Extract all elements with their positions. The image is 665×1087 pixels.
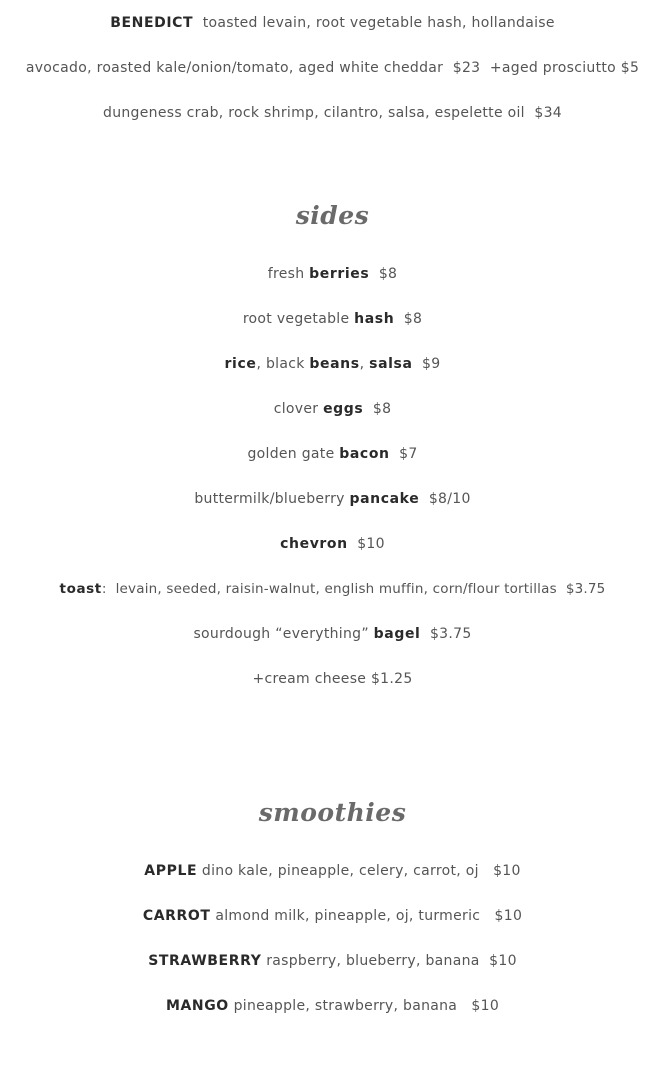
smoothie-item: [0, 996, 665, 1016]
item-name: toast: [59, 581, 102, 597]
item-name: chevron: [280, 536, 348, 552]
side-item: [0, 264, 665, 284]
item-name: MANGO: [165, 998, 229, 1014]
side-item: [0, 624, 665, 644]
item-name: bagel: [373, 626, 421, 642]
side-item: [0, 354, 665, 374]
side-item-toast: [0, 579, 665, 599]
menu-item-avocado: avocado, roasted kale/onion/tomato, aged white cheddar $23 +aged prosciutto $5: [25, 60, 640, 76]
item-text: root vegetable: [242, 311, 355, 327]
item-price: $3.75: [420, 626, 472, 642]
item-price: $8: [394, 311, 423, 327]
item-name: rice: [224, 356, 257, 372]
side-item: [0, 489, 665, 509]
item-text: ,: [359, 356, 370, 372]
item-text: sourdough “everything”: [193, 626, 374, 642]
item-name: salsa: [369, 356, 413, 372]
item-price: $10: [347, 536, 385, 552]
item-price: $9: [412, 356, 441, 372]
item-description: : levain, seeded, raisin-walnut, english muffin, corn/flour tortillas $3.75: [101, 581, 606, 597]
smoothie-item: [0, 906, 665, 926]
menu-item-crab: dungeness crab, rock shrimp, cilantro, salsa, espelette oil $34: [103, 105, 562, 121]
item-text: clover: [273, 401, 324, 417]
item-name: pancake: [349, 491, 420, 507]
item-text: , black: [256, 356, 310, 372]
item-name: BENEDICT: [110, 15, 194, 31]
section-heading-sides: sides: [295, 201, 370, 230]
section-heading-smoothies: smoothies: [258, 798, 407, 827]
item-name: eggs: [323, 401, 364, 417]
side-item-addon: [0, 669, 665, 689]
item-name: APPLE: [144, 863, 198, 879]
item-text: buttermilk/blueberry: [194, 491, 350, 507]
smoothie-item: [0, 951, 665, 971]
item-description: pineapple, strawberry, banana $10: [228, 998, 500, 1014]
item-text: golden gate: [247, 446, 340, 462]
item-text: +cream cheese $1.25: [252, 671, 413, 687]
side-item: [0, 534, 665, 554]
smoothie-item: [0, 861, 665, 881]
side-item: [0, 444, 665, 464]
item-price: $8: [363, 401, 392, 417]
item-description: almond milk, pineapple, oj, turmeric $10: [210, 908, 523, 924]
item-name: bacon: [339, 446, 390, 462]
item-description: toasted levain, root vegetable hash, hollandaise: [202, 15, 555, 31]
item-description: dino kale, pineapple, celery, carrot, oj $10: [197, 863, 521, 879]
item-price: $8/10: [419, 491, 471, 507]
item-price: $8: [369, 266, 398, 282]
item-price: $7: [389, 446, 418, 462]
side-item: [0, 309, 665, 329]
item-description: raspberry, blueberry, banana $10: [261, 953, 517, 969]
item-text: fresh: [267, 266, 310, 282]
item-name: STRAWBERRY: [148, 953, 262, 969]
item-name: hash: [354, 311, 395, 327]
item-name: berries: [309, 266, 370, 282]
item-name: CARROT: [142, 908, 211, 924]
side-item: [0, 399, 665, 419]
item-name: beans: [309, 356, 360, 372]
menu-item-benedict: [0, 13, 665, 33]
